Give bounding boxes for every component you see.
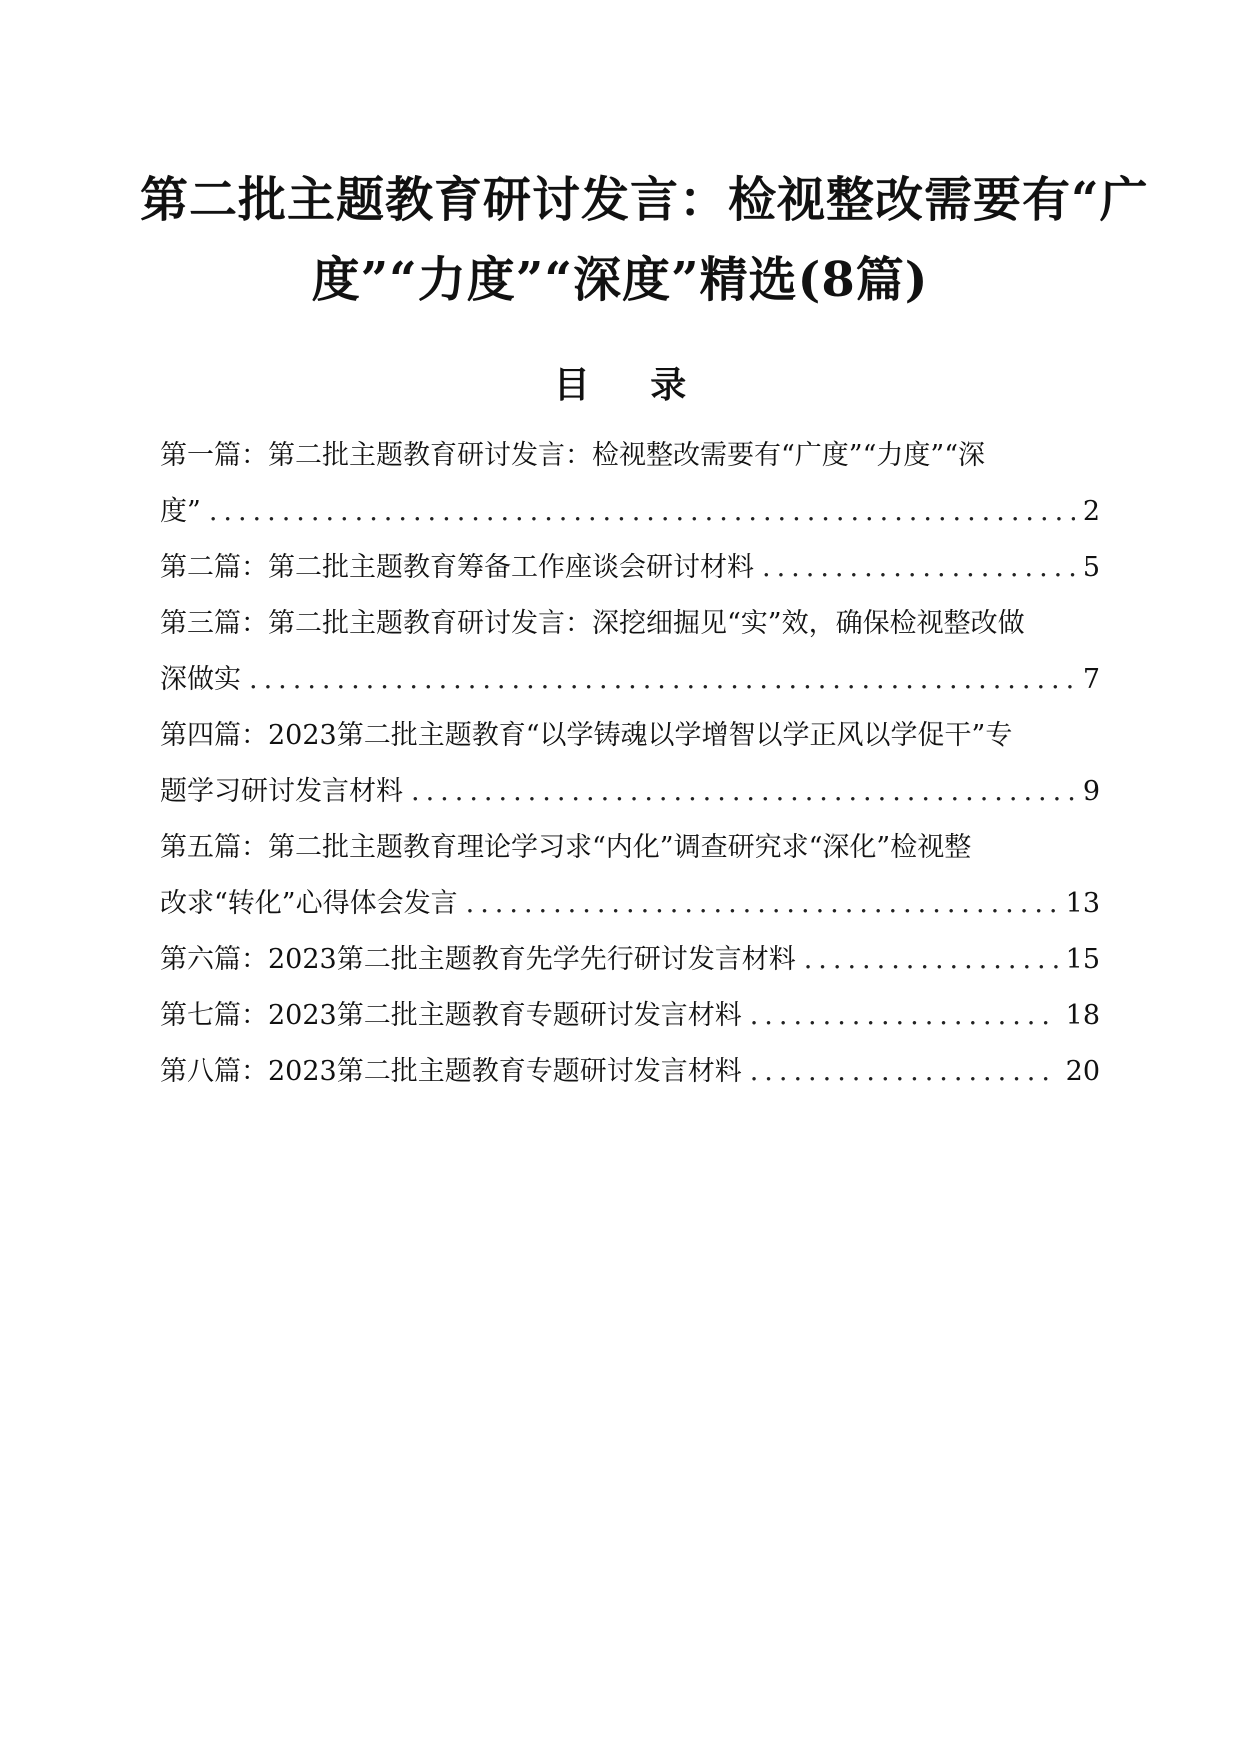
toc-page-number: 20: [1065, 1056, 1100, 1087]
toc-page-number: 2: [1082, 496, 1100, 527]
toc-entry-4-first-line: 第四篇：2023第二批主题教育“以学铸魂以学增智以学正风以学促干”专: [160, 720, 1013, 751]
toc-entry-5-first-line: 第五篇：第二批主题教育理论学习求“内化”调查研究求“深化”检视整: [160, 832, 972, 863]
document-title-line-2: 度”“力度”“深度”精选(8篇): [311, 252, 929, 308]
toc-entry-1[interactable]: [160, 428, 1100, 540]
toc-page-number: 5: [1082, 552, 1100, 583]
document-title-line-1: 第二批主题教育研讨发言：检视整改需要有“广: [140, 172, 1149, 228]
toc-page-number: 7: [1082, 664, 1100, 695]
toc-entry-4[interactable]: [160, 708, 1100, 820]
toc-entry-1-last-line: 度” ..... 2: [160, 484, 1100, 540]
toc-entry-2[interactable]: [160, 540, 1100, 596]
toc-entry-8-line: 第八篇：2023第二批主题教育专题研讨发言材料 ..... 20: [160, 1044, 1100, 1100]
toc-entry-1-first-line: 第一篇：第二批主题教育研讨发言：检视整改需要有“广度”“力度”“深: [160, 440, 986, 471]
toc-leader-dots: [762, 540, 1075, 596]
toc-leader-dots: [804, 932, 1058, 988]
toc-entry-6[interactable]: [160, 932, 1100, 988]
toc-entry-6-line: 第六篇：2023第二批主题教育先学先行研讨发言材料 ..... 15: [160, 932, 1100, 988]
toc-leader-dots: [750, 988, 1058, 1044]
toc-page-number: 18: [1065, 1000, 1100, 1031]
toc-entry-4-last-line: 题学习研讨发言材料 ..... 9: [160, 764, 1100, 820]
toc-leader-dots: [750, 1044, 1058, 1100]
toc-leader-dots: [411, 764, 1075, 820]
toc-page-number: 15: [1065, 944, 1100, 975]
toc-entry-8[interactable]: [160, 1044, 1100, 1100]
document-title: [140, 160, 1149, 320]
toc-leader-dots: [466, 876, 1058, 932]
toc-entry-3-first-line: 第三篇：第二批主题教育研讨发言：深挖细掘见“实”效，确保检视整改做: [160, 608, 1025, 639]
toc-entry-7[interactable]: [160, 988, 1100, 1044]
toc-leader-dots: [209, 484, 1075, 540]
toc-entry-5-last-line: 改求“转化”心得体会发言 ..... 13: [160, 876, 1100, 932]
toc-entry-3[interactable]: [160, 596, 1100, 708]
toc-entry-5[interactable]: [160, 820, 1100, 932]
toc-entry-7-line: 第七篇：2023第二批主题教育专题研讨发言材料 ..... 18: [160, 988, 1100, 1044]
toc-entry-3-last-line: 深做实 ..... 7: [160, 652, 1100, 708]
toc-entry-2-line: 第二篇：第二批主题教育筹备工作座谈会研讨材料 ..... 5: [160, 540, 1100, 596]
toc-page-number: 13: [1065, 888, 1100, 919]
toc-page-number: 9: [1082, 776, 1100, 807]
toc-leader-dots: [249, 652, 1075, 708]
toc-heading: 目 录: [553, 364, 711, 406]
table-of-contents: [160, 428, 1100, 1100]
